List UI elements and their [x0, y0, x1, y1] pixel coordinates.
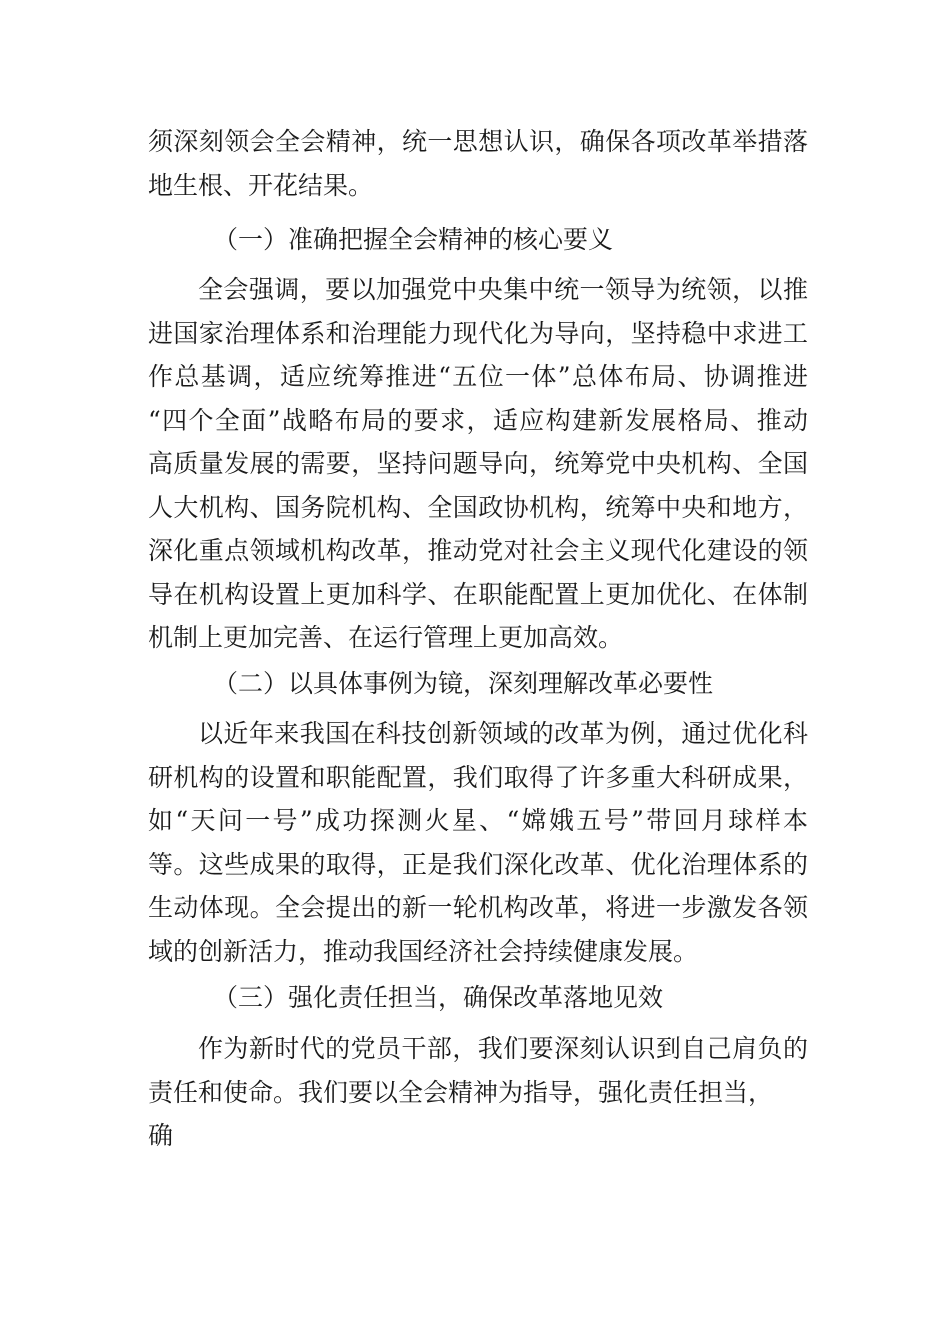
- paragraph-line: 进国家治理体系和治理能力现代化为导向，坚持稳中求进工: [148, 319, 808, 348]
- paragraph-line: 人大机构、国务院机构、全国政协机构，统筹中央和地方，: [148, 493, 808, 522]
- paragraph-line: 如“天问一号”成功探测火星、“嫦娥五号”带回月球样本: [148, 806, 808, 835]
- paragraph-line: 域的创新活力，推动我国经济社会持续健康发展。: [148, 937, 699, 966]
- paragraph-line: 以近年来我国在科技创新领域的改革为例，通过优化科: [198, 719, 808, 748]
- paragraph-line: 作总基调，适应统筹推进“五位一体”总体布局、协调推进: [148, 362, 808, 391]
- paragraph-line: 须深刻领会全会精神，统一思想认识，确保各项改革举措落: [148, 127, 808, 156]
- paragraph-line: 导在机构设置上更加科学、在职能配置上更加优化、在体制: [148, 580, 808, 609]
- section-heading-3: （三）强化责任担当，确保改革落地见效: [213, 983, 664, 1012]
- paragraph-line: 等。这些成果的取得，正是我们深化改革、优化治理体系的: [148, 850, 808, 879]
- paragraph-line: “四个全面”战略布局的要求，适应构建新发展格局、推动: [148, 406, 808, 435]
- paragraph-line: 研机构的设置和职能配置，我们取得了许多重大科研成果，: [148, 763, 808, 792]
- paragraph-line: 地生根、开花结果。: [148, 171, 374, 200]
- paragraph-line: 确: [148, 1121, 174, 1150]
- paragraph-line: 责任和使命。我们要以全会精神为指导，强化责任担当，: [148, 1078, 774, 1107]
- paragraph-line: 高质量发展的需要，坚持问题导向，统筹党中央机构、全国: [148, 449, 808, 478]
- paragraph-line: 深化重点领域机构改革，推动党对社会主义现代化建设的领: [148, 536, 808, 565]
- paragraph-line: 生动体现。全会提出的新一轮机构改革，将进一步激发各领: [148, 893, 808, 922]
- paragraph-line: 全会强调，要以加强党中央集中统一领导为统领，以推: [198, 275, 808, 304]
- section-heading-1: （一）准确把握全会精神的核心要义: [213, 225, 614, 254]
- paragraph-line: 机制上更加完善、在运行管理上更加高效。: [148, 623, 624, 652]
- section-heading-2: （二）以具体事例为镜，深刻理解改革必要性: [213, 669, 714, 698]
- paragraph-line: 作为新时代的党员干部，我们要深刻认识到自己肩负的: [198, 1034, 808, 1063]
